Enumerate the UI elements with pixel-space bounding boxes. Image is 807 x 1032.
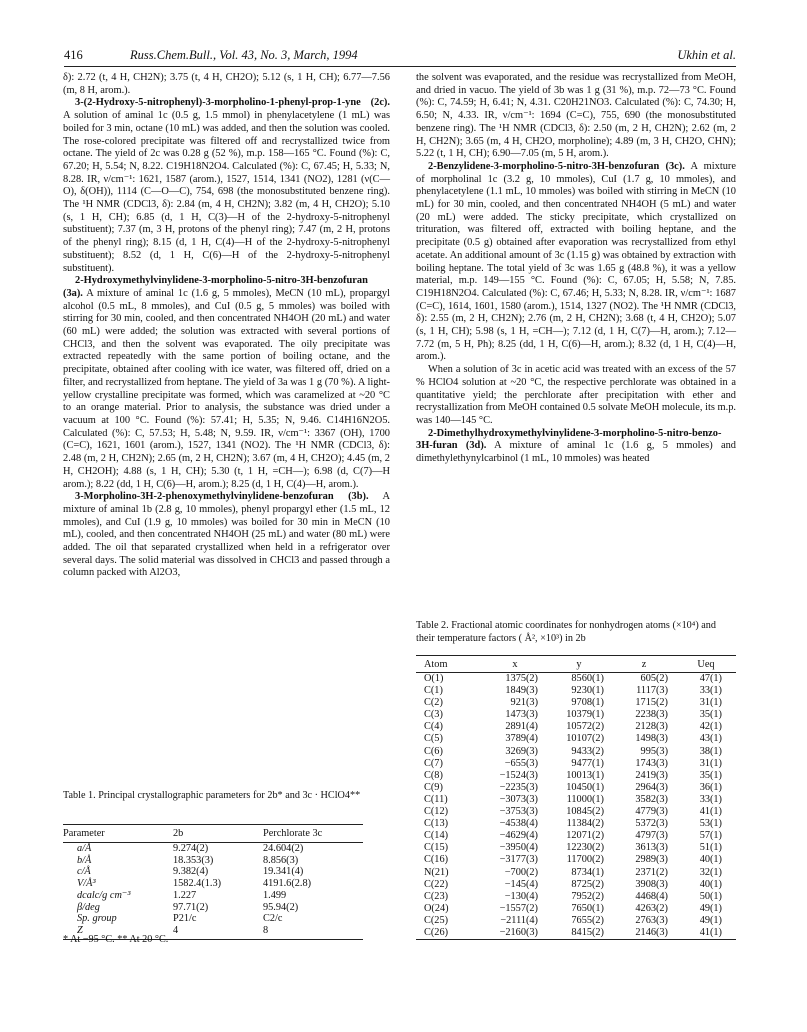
table-cell: 4797(3) — [635, 830, 668, 842]
table-row — [63, 890, 363, 902]
paragraph — [416, 428, 736, 466]
table-row — [416, 794, 736, 806]
table-cell: C(8) — [424, 769, 443, 781]
table-cell: 49(1) — [699, 914, 722, 926]
table-cell: 18.353(3) — [173, 854, 214, 866]
authors: Ukhin et al. — [677, 48, 736, 62]
table-cell: 1715(2) — [635, 697, 668, 709]
table1-header: 2b — [173, 825, 263, 843]
table-cell: 24.604(2) — [263, 843, 304, 854]
table-cell: −655(3) — [504, 757, 538, 769]
table-cell: C(13) — [424, 818, 449, 830]
compound-heading: 2-Hydroxymethylvinylidene-3-morpholino-5-nitro-3H-benzofuran (3a). — [63, 275, 368, 299]
table-cell: 10379(1) — [566, 709, 604, 721]
table-row — [416, 697, 736, 709]
table-cell: 9.382(4) — [173, 866, 209, 878]
table-cell: 3269(3) — [505, 745, 538, 757]
paragraph-text: δ): 2.72 (t, 4 H, CH2N); 3.75 (t, 4 H, CH2O); 5.12 (s, 1 H, CH); 6.77—7.56 (m, 8 H, arom.). — [63, 72, 390, 96]
table-cell: 10572(2) — [566, 721, 604, 733]
table-row — [416, 854, 736, 866]
table-cell: 8734(1) — [571, 866, 604, 878]
table-cell: 8560(1) — [571, 673, 604, 684]
table2-header: x — [484, 656, 546, 673]
table1 — [63, 824, 363, 940]
table1-caption: Table 1. Principal crystallographic parameters for 2b* and 3c · HClO4** — [63, 790, 361, 801]
compound-heading: 2-Dimethylhydroxymethylvinylidene-3-morpholino-5-nitro-benzo-3H-furan (3d). — [416, 427, 722, 452]
table-cell: C(14) — [424, 830, 449, 842]
table-cell: 2891(4) — [505, 721, 538, 733]
table-row — [416, 782, 736, 794]
table-cell: C2/c — [263, 913, 283, 925]
table-cell: 3613(3) — [635, 842, 668, 854]
table-cell: 57(1) — [699, 830, 722, 842]
paragraph-text: A mixture of aminal 1b (2.8 g, 10 mmoles), phenyl propargyl ether (1.5 mL, 12 mmoles), and CuI (1.9 g, 10 mmoles) was boiled for 30 min in MeCN (10 mL), cooled, and then concentrated NH4OH (25 mL) and water (80 mL) were added. The oil that separated crystallized when held in a refrigerator over several days. The solid material was dissolved in CHCl3 and passed through a column packed with Al2O3, — [63, 491, 390, 579]
table-cell: 19.341(4) — [263, 866, 304, 878]
table-cell: −2111(4) — [500, 914, 538, 926]
table-cell: 1498(3) — [635, 733, 668, 745]
table-row — [416, 733, 736, 745]
table-cell: 41(1) — [676, 927, 736, 940]
table-cell: −2160(3) — [484, 927, 546, 940]
table-cell: C(5) — [424, 733, 443, 745]
table2-header: y — [546, 656, 612, 673]
table-cell: Z — [63, 925, 173, 939]
table-cell: 53(1) — [699, 818, 722, 830]
compound-heading: 2-Benzylidene-3-morpholino-5-nitro-3H-benzofuran (3c). — [428, 160, 685, 172]
table-cell: 10107(2) — [566, 733, 604, 745]
table-cell: 95.94(2) — [263, 901, 299, 913]
table-cell: b/Å — [77, 854, 92, 866]
table-cell: 40(1) — [699, 854, 722, 866]
table-cell: −3073(3) — [499, 793, 538, 805]
table-cell: V/Å³ — [77, 878, 96, 890]
table-cell: C(6) — [424, 745, 443, 757]
table2-header: Ueq — [676, 656, 736, 673]
table-row — [416, 685, 736, 697]
table-cell: 4 — [173, 925, 263, 939]
table-row — [416, 842, 736, 854]
table2-header: z — [612, 656, 676, 673]
table-row — [63, 866, 363, 878]
table-cell: 4779(3) — [635, 806, 668, 818]
table-cell: 4191.6(2.8) — [263, 878, 312, 890]
table-cell: C(2) — [424, 697, 443, 709]
table-cell: 3789(4) — [505, 733, 538, 745]
table-row — [416, 746, 736, 758]
table-cell: 35(1) — [699, 769, 722, 781]
table-cell: 11000(1) — [566, 793, 604, 805]
table-cell: 50(1) — [699, 890, 722, 902]
table-row — [416, 806, 736, 818]
table-cell: 42(1) — [699, 721, 722, 733]
table-cell: −145(4) — [504, 878, 538, 890]
table-cell: Sp. group — [77, 913, 117, 925]
table-cell: 5372(3) — [635, 818, 668, 830]
table-cell: 3908(3) — [635, 878, 668, 890]
compound-heading: 3-(2-Hydroxy-5-nitrophenyl)-3-morpholino-1-phenyl-prop-1-yne (2c). — [75, 97, 390, 109]
table-cell: 11700(2) — [566, 854, 604, 866]
table-cell: C(16) — [424, 854, 449, 866]
table-cell: −4538(4) — [499, 818, 538, 830]
table-cell: 36(1) — [699, 781, 722, 793]
table-cell: 7952(2) — [571, 890, 604, 902]
table-row — [416, 818, 736, 830]
table-cell: −3177(3) — [499, 854, 538, 866]
table-cell: 605(2) — [640, 673, 668, 684]
table-row — [416, 891, 736, 903]
table-row — [63, 878, 363, 890]
table-cell: 12071(2) — [566, 830, 604, 842]
table-cell: 9708(1) — [571, 697, 604, 709]
table-cell: −4629(4) — [499, 830, 538, 842]
table-cell: −1557(2) — [499, 902, 538, 914]
table-cell: −700(2) — [504, 866, 538, 878]
table-cell: 9230(1) — [571, 685, 604, 697]
table-cell: C(3) — [424, 709, 443, 721]
paragraph — [416, 72, 736, 161]
table-cell: 2419(3) — [635, 769, 668, 781]
table-cell: 97.71(2) — [173, 901, 209, 913]
paragraph-text: A mixture of aminal 1c (1.6 g, 5 mmoles), MeCN (10 mL), propargyl alcohol (0.5 mL, 8 mmoles), and CuI (0.5 g, 5 mmoles) was boiled with stirring for 30 min, cooled, and then concentrated NH4OH (20 mL) and water (60 mL) were added; the solution was extracted with several portions of CHCl3, and then the solvent was evaporated. The oily precipitate was extracted repeatedly with the same portion of boiling octane, and the precipitate, obtained after cooling with ice water, was filtered off, dried on a filter, and recrystallized from heptane. The yield of 3a was 1 g (70 %). A light-yellow crystalline precipitate was formed, which was caramelized at ~20 °C to an orange material. Prior to analysis, the substance was dried under a vacuum at 100 °C. Found (%): 57.41; H, 5.35; N, 9.46. C14H16N2O5. Calculated (%): C, 57.53; H, 5.48; N, 9.59. IR, ν/cm⁻¹: 3367 (OH), 1700 (C=C), 1621, 1601 (arom.), 1527, 1341 (NO2). The ¹H NMR (CDCl3, δ): 2.48 (m, 2 H, CH2N); 2.65 (m, 2 H, CH2N); 3.67 (m, 4 H, CH2O); 4.45 (m, 2 H, CH2OH); 4.88 (s, 1 H, CH); 5.30 (t, 1 H, =CH—); 6.98 (d, C(7)—H arom.); 8.22 (dd, 1 H, C(6)—H, arom.); 8.25 (d, 1 H, C(4)—H, arom.). — [63, 287, 390, 490]
table-cell: 47(1) — [699, 673, 722, 684]
table-cell: 2146(3) — [612, 927, 676, 940]
table1-header: Perchlorate 3c — [263, 825, 363, 843]
table-cell: P21/c — [173, 913, 197, 925]
table-cell: 40(1) — [699, 878, 722, 890]
table-cell: N(21) — [424, 866, 449, 878]
table-cell: C(11) — [424, 793, 448, 805]
table-row — [63, 902, 363, 914]
table-cell: C(1) — [424, 685, 443, 697]
table-cell: 9477(1) — [571, 757, 604, 769]
table-cell: 3582(3) — [635, 793, 668, 805]
table-row — [416, 879, 736, 891]
table2 — [416, 655, 736, 940]
table-cell: −3753(3) — [499, 806, 538, 818]
table1-header: Parameter — [63, 825, 173, 843]
page-number: 416 — [64, 48, 83, 62]
table-row — [416, 758, 736, 770]
table-cell: c/Å — [77, 866, 91, 878]
table-cell: 4468(4) — [635, 890, 668, 902]
table-cell: 32(1) — [699, 866, 722, 878]
header-rule — [64, 66, 736, 67]
table-cell: 9433(2) — [571, 745, 604, 757]
table-cell: 995(3) — [640, 745, 668, 757]
table-row — [416, 927, 736, 940]
paragraph — [63, 275, 390, 491]
table-cell: 8725(2) — [571, 878, 604, 890]
paragraph — [416, 364, 736, 428]
table-cell: 31(1) — [699, 757, 722, 769]
table-cell: O(24) — [424, 902, 449, 914]
table-cell: 1473(3) — [505, 709, 538, 721]
table-cell: 2989(3) — [635, 854, 668, 866]
table-cell: 2371(2) — [635, 866, 668, 878]
paragraph — [416, 161, 736, 364]
paragraph-text: the solvent was evaporated, and the residue was recrystallized from MeOH, and dried in vacuo. The yield of 3b was 1 g (31 %), m.p. 72—73 °C. Found (%): C, 74.59; H, 6.41; N, 4.31. C20H21NO3. Calculated (%): C, 74.30; H, 6.50; N, 4.33. IR, ν/cm⁻¹: 1694 (C=C), 755, 690 (the monosubstituted benzene ring). The ¹H NMR (CDCl3, δ): 2.50 (m, 2 H, CH2N); 2.62 (m, 2 H, CH2N); 3.65 (m, 4 H, CH2O, morpholine); 4.89 (m, 3 H, CH2O, CHN); 5.22 (t, 1 H, CH); 6.90—7.05 (m, 5 H, arom.). — [416, 72, 736, 160]
table-row — [416, 830, 736, 842]
table-cell: 1.227 — [173, 889, 197, 901]
table-cell: 12230(2) — [566, 842, 604, 854]
right-column — [416, 72, 736, 466]
table-cell: 51(1) — [699, 842, 722, 854]
table-cell: 8 — [263, 925, 363, 939]
table-cell: 31(1) — [699, 697, 722, 709]
table-cell: 10845(2) — [566, 806, 604, 818]
table-cell: 1117(3) — [636, 685, 668, 697]
paragraph-text: A mixture of morpholinal 1c (3.2 g, 10 mmoles), CuI (1.7 g, 10 mmoles), and phenylacetylene (1.1 mL, 10 mmoles) was boiled with stirring in MeCN (10 mL) for 30 min, cooled, and then concentrated NH4OH (5 mL) and water (20 mL) were added. The sticky precipitate, which crystallized on trituration, was filtered off, extracted with boiling heptane, and the precipitate (0.5 g) obtained after evaporation was recrystallized from ethyl acetate. An additional amount of 3c (1.15 g) was obtained by extraction with boiling heptane. The total yield of 3c was 1.65 g (48.8 %), it was a yellow material, m.p. 149—155 °C. Found (%): C, 67.05; H, 5.58; N, 7.85. C19H18N2O4. Calculated (%): C, 67.46; H, 5.33; N, 8.28. IR, ν/cm⁻¹: 1687 (C=C), 1614, 1601, 1580 (arom.), 1514, 1327 (NO2). The ¹H NMR (CDCl3, δ): 2.55 (m, 2 H, CH2N); 2.76 (m, 2 H, CH2N); 3.68 (t, 4 H, CH2O); 5.07 (s, 1 H, CH); 5.98 (s, 1 H, =CH—); 7.12 (d, 1 H, C(7)—H, arom.); 7.12—7.72 (m, 5 H, Ph); 8.25 (dd, 1 H, C(6)—H, arom.); 8.32 (d, 1 H, C(4)—H, arom.). — [416, 160, 736, 363]
compound-heading: 3-Morpholino-3H-2-phenoxymethylvinylidene-benzofuran (3b). — [75, 491, 369, 503]
table-row — [416, 915, 736, 927]
table-cell: 1582.4(1.3) — [173, 878, 222, 890]
table-cell: C(15) — [424, 842, 449, 854]
table2-caption: Table 2. Fractional atomic coordinates for nonhydrogen atoms (×10⁴) and their temperature factors ( Å², ×10³) in 2b — [416, 620, 716, 644]
table-cell: 1743(3) — [635, 757, 668, 769]
running-header — [64, 48, 736, 66]
table-row — [416, 903, 736, 915]
paragraph — [63, 491, 390, 580]
table-cell: −1524(3) — [499, 769, 538, 781]
table-cell: 4263(2) — [635, 902, 668, 914]
table-cell: −3950(4) — [499, 842, 538, 854]
table-cell: 11384(2) — [566, 818, 604, 830]
table2-header: Atom — [416, 656, 484, 673]
table-cell: 2964(3) — [635, 781, 668, 793]
paragraph-text: A solution of aminal 1c (0.5 g, 1.5 mmol) in phenylacetylene (1 mL) was boiled for 3 min, octane (10 mL) was added, and then the solution was cooled. The rose-colored precipitate was filtered off and recrystallized twice from octane. The yield of 2c was 0.28 g (52 %), m.p. 158—165 °C. Found (%): C, 67.20; H, 5.54; N, 8.22. C19H18N2O4. Calculated (%): C, 67.45; H, 5.33; N, 8.28. IR, ν/cm⁻¹: 1621, 1587 (arom.), 1527, 1514, 1341 (NO2), 1281 (ν(C—O), δ(OH)), 1114 (C—O—C), 754, 698 (the monosubstituted benzene ring). The ¹H NMR (CDCl3, δ): 2.84 (m, 4 H, CH2N); 3.82 (m, 4 H, CH2O); 5.10 (s, 1 H, CH); 6.85 (d, 1 H, C(3)—H of the 2-hydroxy-5-nitrophenyl substituent); 7.37 (m, 3 H, protons of the phenyl ring); 7.47 (m, 2 H, protons of the phenyl ring); 8.15 (d, 1 H, C(4)—H of the 2-hydroxy-5-nitrophenyl substituent); 8.52 (d, 1 H, C(6)—H of the 2-hydroxy-5-nitrophenyl substituent). — [63, 110, 390, 274]
table-cell: C(9) — [424, 781, 443, 793]
table-row — [63, 843, 363, 855]
table-row — [63, 855, 363, 867]
table-cell: 2238(3) — [635, 709, 668, 721]
table-row — [416, 709, 736, 721]
table-cell: a/Å — [77, 843, 92, 854]
table-row — [416, 867, 736, 879]
table-cell: −130(4) — [504, 890, 538, 902]
table-cell: 7650(1) — [571, 902, 604, 914]
table-cell: 7655(2) — [571, 914, 604, 926]
table-cell: O(1) — [424, 673, 444, 684]
table-row — [416, 673, 736, 686]
table-cell: 1.499 — [263, 889, 287, 901]
table-cell: 2128(3) — [635, 721, 668, 733]
table-cell: 8.856(3) — [263, 854, 299, 866]
journal-citation: Russ.Chem.Bull., Vol. 43, No. 3, March, 1994 — [130, 48, 358, 62]
table-cell: 8415(2) — [546, 927, 612, 940]
table-cell: 1375(2) — [505, 673, 538, 684]
table-cell: 35(1) — [699, 709, 722, 721]
table-cell: 1849(3) — [505, 685, 538, 697]
table-cell: C(26) — [416, 927, 484, 940]
table-cell: C(4) — [424, 721, 443, 733]
left-column — [63, 72, 390, 580]
table-cell: C(12) — [424, 806, 449, 818]
table-cell: 10450(1) — [566, 781, 604, 793]
table-cell: 10013(1) — [566, 769, 604, 781]
table-row — [416, 770, 736, 782]
table-cell: 33(1) — [699, 793, 722, 805]
table-row — [63, 913, 363, 925]
table-cell: 49(1) — [699, 902, 722, 914]
table-cell: C(23) — [424, 890, 449, 902]
table-cell: C(7) — [424, 757, 443, 769]
paragraph — [63, 97, 390, 275]
table-cell: 43(1) — [699, 733, 722, 745]
table-cell: 41(1) — [699, 806, 722, 818]
table-cell: 921(3) — [510, 697, 538, 709]
table1-footnote: * At −95 °C. ** At 20 °C. — [63, 934, 169, 945]
paragraph-text: A mixture of aminal 1c (1.6 g, 5 mmoles) and dimethylethynylcarbinol (1 mL, 10 mmoles) was heated — [416, 440, 736, 465]
table-cell: 2763(3) — [635, 914, 668, 926]
table-row — [416, 721, 736, 733]
table-cell: C(25) — [424, 914, 449, 926]
table-cell: 9.274(2) — [173, 843, 209, 854]
paragraph — [63, 72, 390, 97]
table-cell: β/deg — [77, 901, 100, 913]
table-cell: −2235(3) — [499, 781, 538, 793]
table-cell: 38(1) — [699, 745, 722, 757]
table-cell: 33(1) — [699, 685, 722, 697]
table-cell: C(22) — [424, 878, 449, 890]
table-cell: dcalc/g cm⁻³ — [77, 889, 131, 901]
paragraph-text: When a solution of 3c in acetic acid was treated with an excess of the 57 % HClO4 solution at ~20 °C, the respective perchlorate was obtained in a quantitative yield; the perchlorate after precipitation with ether and recrystallization from MeOH contained 0.5 solvate MeOH molecule, its m.p. was 140—145 °C. — [416, 364, 737, 426]
